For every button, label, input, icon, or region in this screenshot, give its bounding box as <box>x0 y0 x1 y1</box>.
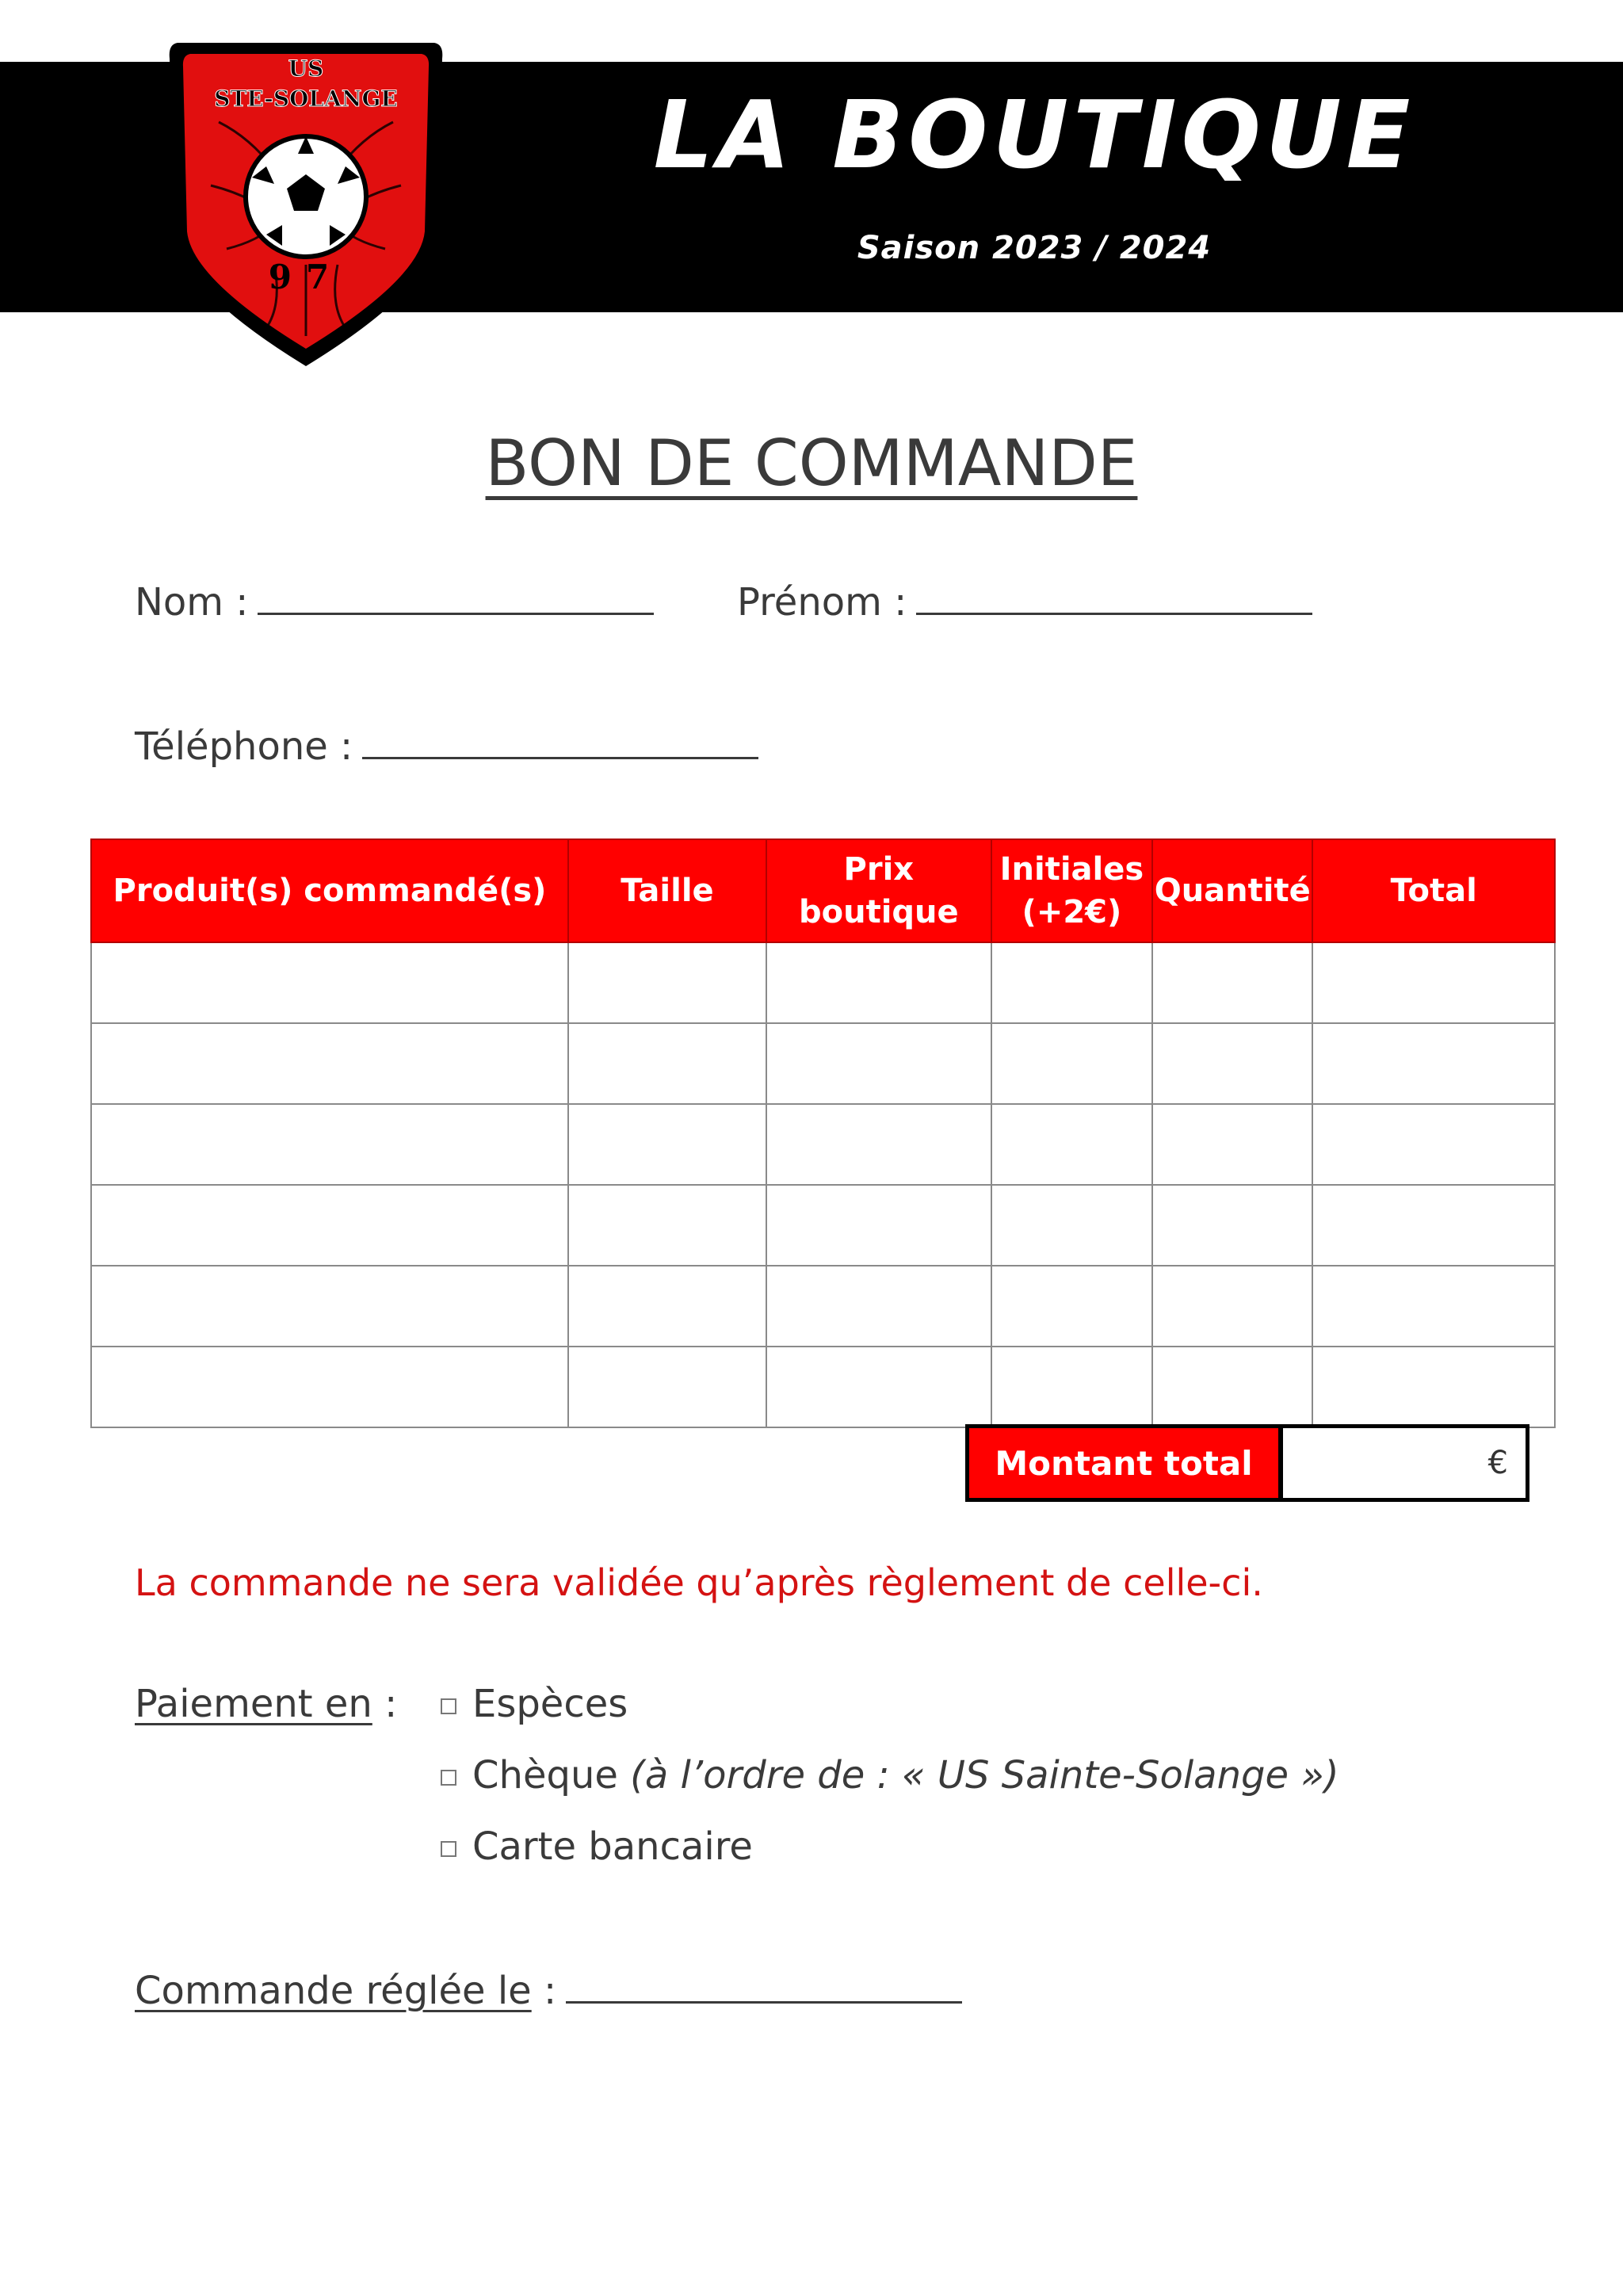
table-row <box>91 1347 1555 1427</box>
payment-label-text: Paiement en <box>135 1682 372 1726</box>
cell-total[interactable] <box>1312 1266 1555 1347</box>
table-row <box>91 1104 1555 1185</box>
season-subtitle: Saison 2023 / 2024 <box>857 230 1212 266</box>
cell-quantity[interactable] <box>1152 1347 1312 1427</box>
order-table <box>90 839 1556 1428</box>
checkbox-cheque[interactable] <box>441 1770 456 1786</box>
total-amount-field[interactable] <box>1279 1424 1529 1502</box>
table-row <box>91 1266 1555 1347</box>
cell-product[interactable] <box>91 1185 568 1266</box>
option-label-cash: Espèces <box>472 1682 628 1726</box>
settled-date-field[interactable] <box>135 1969 962 2013</box>
table-row <box>91 942 1555 1023</box>
cell-total[interactable] <box>1312 1347 1555 1427</box>
shop-title: LA BOUTIQUE <box>653 80 1415 189</box>
nom-field[interactable] <box>135 580 654 625</box>
cell-initials[interactable] <box>991 1347 1153 1427</box>
cell-size[interactable] <box>568 1104 766 1185</box>
table-row <box>91 1185 1555 1266</box>
cell-size[interactable] <box>568 1266 766 1347</box>
cell-product[interactable] <box>91 1266 568 1347</box>
col-header-price: Prix boutique <box>766 839 991 942</box>
cell-quantity[interactable] <box>1152 1266 1312 1347</box>
cell-total[interactable] <box>1312 1104 1555 1185</box>
page-title <box>0 426 1623 500</box>
checkbox-card[interactable] <box>441 1841 456 1857</box>
cell-initials[interactable] <box>991 1023 1153 1104</box>
telephone-field[interactable] <box>135 724 758 769</box>
payment-option-card[interactable] <box>441 1824 753 1869</box>
cell-quantity[interactable] <box>1152 1023 1312 1104</box>
validation-notice: La commande ne sera validée qu’après règlement de celle-ci. <box>135 1561 1263 1604</box>
nom-blank-line[interactable] <box>258 581 654 615</box>
logo-text-name: STE-SOLANGE <box>214 86 398 112</box>
cell-initials[interactable] <box>991 1185 1153 1266</box>
cell-total[interactable] <box>1312 1023 1555 1104</box>
cell-product[interactable] <box>91 942 568 1023</box>
logo-text-bottom: 97 <box>268 258 344 296</box>
cell-price[interactable] <box>766 1185 991 1266</box>
col-header-total: Total <box>1312 839 1555 942</box>
cell-size[interactable] <box>568 1023 766 1104</box>
table-header-row <box>91 839 1555 942</box>
settled-label-suffix: : <box>531 1969 557 2013</box>
col-header-quantity: Quantité <box>1152 839 1312 942</box>
payment-option-cash[interactable] <box>441 1682 628 1726</box>
payment-label <box>135 1682 397 1726</box>
logo-text-top: US <box>288 55 324 82</box>
cell-price[interactable] <box>766 1266 991 1347</box>
cell-quantity[interactable] <box>1152 1185 1312 1266</box>
cell-size[interactable] <box>568 1347 766 1427</box>
telephone-label: Téléphone : <box>135 724 353 769</box>
payment-option-cheque[interactable] <box>441 1753 1339 1797</box>
telephone-blank-line[interactable] <box>362 725 758 759</box>
cell-quantity[interactable] <box>1152 942 1312 1023</box>
settled-label: Commande réglée le <box>135 1969 532 2013</box>
checkbox-cash[interactable] <box>441 1698 456 1714</box>
cell-total[interactable] <box>1312 942 1555 1023</box>
cell-product[interactable] <box>91 1023 568 1104</box>
option-label-cheque: Chèque <box>472 1753 618 1797</box>
cell-price[interactable] <box>766 942 991 1023</box>
cell-price[interactable] <box>766 1347 991 1427</box>
club-logo <box>155 27 456 371</box>
option-label-card: Carte bancaire <box>472 1824 753 1869</box>
settled-blank-line[interactable] <box>566 1969 962 2004</box>
cell-product[interactable] <box>91 1347 568 1427</box>
col-header-size: Taille <box>568 839 766 942</box>
col-header-initials: Initiales (+2€) <box>991 839 1153 942</box>
cell-initials[interactable] <box>991 1104 1153 1185</box>
cell-total[interactable] <box>1312 1185 1555 1266</box>
cell-size[interactable] <box>568 1185 766 1266</box>
total-amount-label: Montant total <box>965 1424 1282 1502</box>
col-header-product: Produit(s) commandé(s) <box>91 839 568 942</box>
prenom-label: Prénom : <box>737 580 907 625</box>
cell-size[interactable] <box>568 942 766 1023</box>
cell-initials[interactable] <box>991 1266 1153 1347</box>
cell-price[interactable] <box>766 1023 991 1104</box>
cell-quantity[interactable] <box>1152 1104 1312 1185</box>
nom-label: Nom : <box>135 580 249 625</box>
payment-label-suffix: : <box>372 1682 398 1726</box>
total-currency: € <box>1487 1445 1508 1481</box>
cell-initials[interactable] <box>991 942 1153 1023</box>
page-title-text: BON DE COMMANDE <box>485 426 1138 500</box>
cell-product[interactable] <box>91 1104 568 1185</box>
cell-price[interactable] <box>766 1104 991 1185</box>
prenom-field[interactable] <box>737 580 1312 625</box>
table-row <box>91 1023 1555 1104</box>
prenom-blank-line[interactable] <box>916 581 1312 615</box>
option-note-cheque: (à l’ordre de : « US Sainte-Solange ») <box>630 1753 1339 1797</box>
